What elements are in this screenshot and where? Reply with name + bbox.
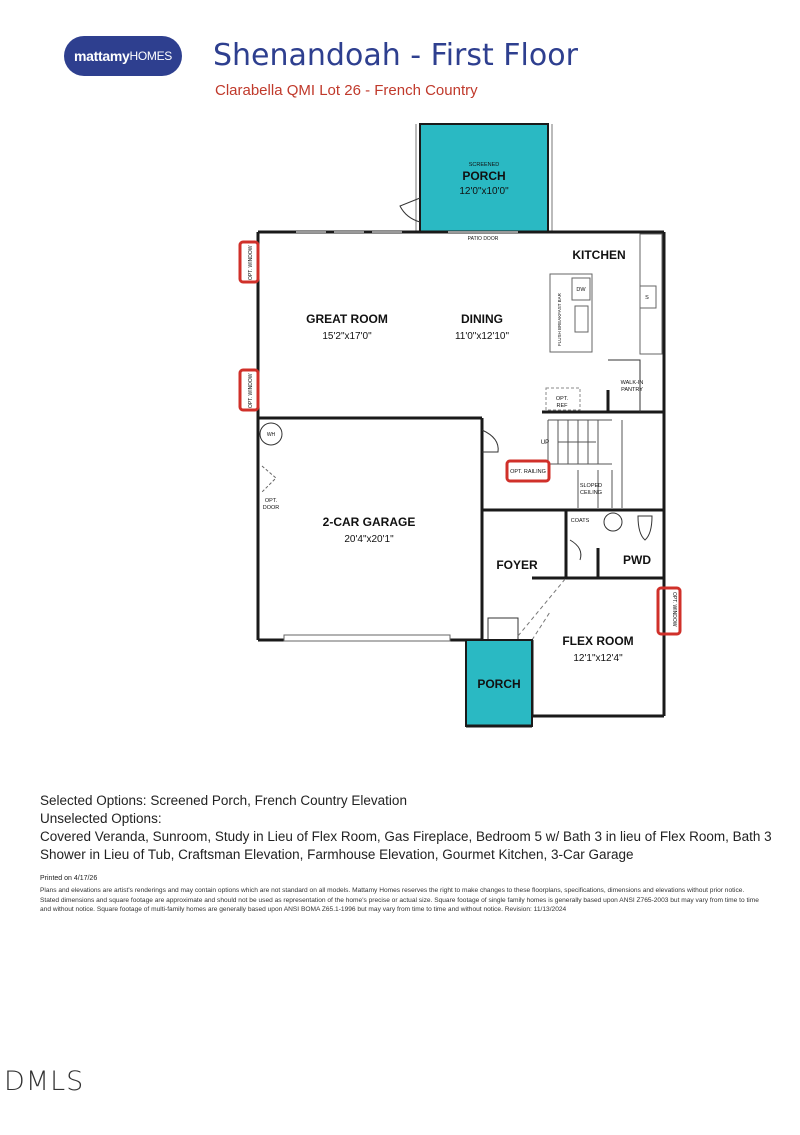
screened-porch-dims: 12'0"x10'0" xyxy=(459,186,509,197)
interior-walls xyxy=(258,390,664,578)
flush-breakfast-bar-label: FLUSH BREAKFAST BAR xyxy=(557,293,562,346)
kitchen-counter xyxy=(640,234,662,354)
garage-entry-door-swing xyxy=(482,430,498,452)
great-room-dims: 15'2"x17'0" xyxy=(322,331,372,342)
screened-tag: SCREENED xyxy=(468,162,500,168)
screened-porch-name: PORCH xyxy=(462,169,506,183)
front-door xyxy=(488,618,518,640)
pwd-name: PWD xyxy=(623,553,651,567)
logo-bold-text: mattamy xyxy=(74,48,130,64)
dw-label: DW xyxy=(576,287,586,293)
s-label: S xyxy=(645,295,649,301)
options-notes xyxy=(40,792,780,888)
ceiling-label: CEILING xyxy=(579,490,603,496)
page-subtitle: Clarabella QMI Lot 26 - French Country xyxy=(215,82,478,99)
opt-window-label-2: OPT. WINDOW xyxy=(248,373,254,408)
coats-label: COATS xyxy=(570,518,590,524)
dining-dims: 11'0"x12'10" xyxy=(454,331,510,342)
opt-ref-line2: REF xyxy=(556,403,568,409)
garage-door xyxy=(284,635,450,641)
wh-label: WH xyxy=(266,432,276,438)
page-title: Shenandoah - First Floor xyxy=(213,38,578,73)
option-markers xyxy=(240,242,680,634)
walk-in-label: WALK-IN xyxy=(620,380,644,386)
opt-door-swing xyxy=(262,466,276,492)
patio-door-label: PATIO DOOR xyxy=(467,236,499,242)
pantry-wall xyxy=(608,360,640,412)
flex-room-opening xyxy=(518,578,566,636)
sloped-label: SLOPED xyxy=(579,483,603,489)
opt-window-label-3: OPT. WINDOW xyxy=(671,592,677,627)
dining-name: DINING xyxy=(461,312,503,326)
unselected-options-label: Unselected Options: xyxy=(40,811,162,826)
opt-door-line2: DOOR xyxy=(262,505,280,511)
unselected-options-line2: Shower in Lieu of Tub, Craftsman Elevation, Farmhouse Elevation, Gourmet Kitchen, 3-Car Garage xyxy=(40,847,634,862)
up-label: UP xyxy=(540,440,550,446)
selected-options: Selected Options: Screened Porch, French Country Elevation xyxy=(40,793,407,808)
flex-room-name: FLEX ROOM xyxy=(562,634,634,648)
pantry-label: PANTRY xyxy=(621,387,643,393)
opt-ref-line1: OPT. xyxy=(555,396,569,402)
opt-window-label-1: OPT. WINDOW xyxy=(248,245,254,280)
great-room-name: GREAT ROOM xyxy=(306,312,388,326)
flex-room-dims: 12'1"x12'4" xyxy=(573,653,623,664)
unselected-options-line1: Covered Veranda, Sunroom, Study in Lieu of Flex Room, Gas Fireplace, Bedroom 5 w/ Bath 3 in lieu of Flex Room, Bath 3 xyxy=(40,829,772,844)
logo-light-text: HOMES xyxy=(129,49,172,63)
toilet xyxy=(638,516,652,540)
porch-door-swing xyxy=(400,198,420,222)
opt-door-line1: OPT. xyxy=(264,498,278,504)
powder-sink xyxy=(604,513,622,531)
garage-name: 2-CAR GARAGE xyxy=(322,515,416,529)
opt-railing-label: OPT. RAILING xyxy=(510,469,546,475)
disclaimer: Plans and elevations are artist's renderings and may contain options which are not standard on all models. Mattamy Homes reserves the right to make changes to these floorplans, specifications, dimensions and elevations without prior notice. Stated dimensions and square footage are approximate and should not be used as representation of the home's precise or actual size. Square footage of single family homes is generally based upon ANSI Z765-2003 but may vary from time to time and without notice. Square footage of multi-family homes are generally based upon ANSI BOMA Z65.1-1996 but may vary from time to time and without notice. Revision: 11/13/2024 xyxy=(40,887,759,913)
porch-name: PORCH xyxy=(477,677,521,691)
flex-room-opening-2 xyxy=(532,612,550,640)
foyer-name: FOYER xyxy=(496,558,538,572)
garage-dims: 20'4"x20'1" xyxy=(344,534,394,545)
printed-date: Printed on 4/17/26 xyxy=(40,875,98,882)
kitchen-name: KITCHEN xyxy=(572,248,626,262)
coat-door-swing xyxy=(570,540,581,560)
dmls-watermark: DMLS xyxy=(4,1066,85,1097)
